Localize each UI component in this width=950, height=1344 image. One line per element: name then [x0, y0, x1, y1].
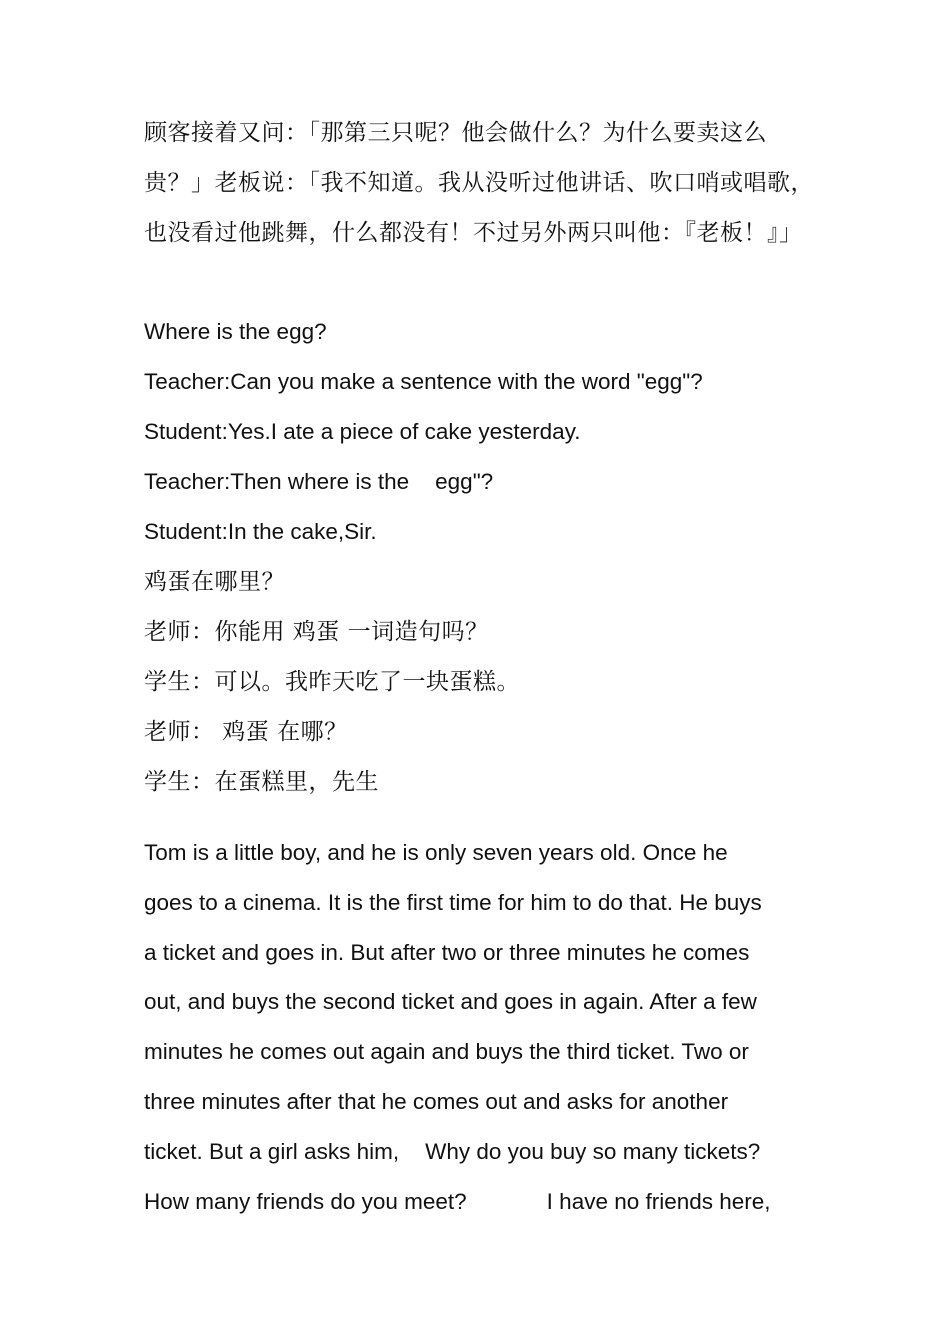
tom-story-line-4: out, and buys the second ticket and goes in again. After a few — [144, 989, 757, 1014]
tom-story-line-2: goes to a cinema. It is the first time for him to do that. He buys — [144, 890, 762, 915]
tom-story-line-7-part-a: ticket. But a girl asks him, — [144, 1139, 400, 1164]
egg-joke-zh-line-2: 学生：可以。我昨天吃了一块蛋糕。 — [144, 669, 520, 695]
tom-story-line-8-part-b: I have no friends here, — [546, 1189, 771, 1214]
tom-story-line-7-part-b: Why do you buy so many tickets? — [425, 1139, 761, 1164]
tom-story-line-1: Tom is a little boy, and he is only seven years old. Once he — [144, 840, 728, 865]
tom-story-line-5: minutes he comes out again and buys the third ticket. Two or — [144, 1039, 749, 1064]
tom-story-line-8 — [144, 1191, 771, 1214]
egg-joke-line-3 — [144, 471, 493, 494]
egg-joke-zh-line-4: 学生：在蛋糕里，先生 — [144, 769, 379, 795]
parrot-story-line-2: 贵？」老板说：「我不知道。我从没听过他讲话、吹口哨或唱歌， — [144, 170, 814, 196]
parrot-story-line-3: 也没看过他跳舞，什么都没有！不过另外两只叫他：『老板！』」 — [144, 220, 803, 246]
egg-joke-zh-title: 鸡蛋在哪里？ — [144, 569, 285, 595]
egg-joke-line-2: Student:Yes.I ate a piece of cake yesterday. — [144, 419, 581, 444]
egg-joke-line-4: Student:In the cake,Sir. — [144, 519, 377, 544]
tom-story-line-6: three minutes after that he comes out and asks for another — [144, 1089, 729, 1114]
egg-joke-line-3-part-b: egg"? — [435, 469, 494, 494]
egg-joke-zh-line-1: 老师：你能用 鸡蛋 一词造句吗？ — [144, 619, 489, 645]
egg-joke-zh-line-3: 老师： 鸡蛋 在哪？ — [144, 719, 348, 745]
tom-story-line-3: a ticket and goes in. But after two or three minutes he comes — [144, 940, 750, 965]
egg-joke-line-3-part-a: Teacher:Then where is the — [144, 469, 410, 494]
egg-joke-line-1: Teacher:Can you make a sentence with the word "egg"? — [144, 369, 703, 394]
tom-story-line-7 — [144, 1141, 760, 1164]
egg-joke-title: Where is the egg? — [144, 319, 327, 344]
tom-story-line-8-part-a: How many friends do you meet? — [144, 1189, 467, 1214]
parrot-story-line-1: 顾客接着又问：「那第三只呢？他会做什么？为什么要卖这么 — [144, 120, 767, 146]
